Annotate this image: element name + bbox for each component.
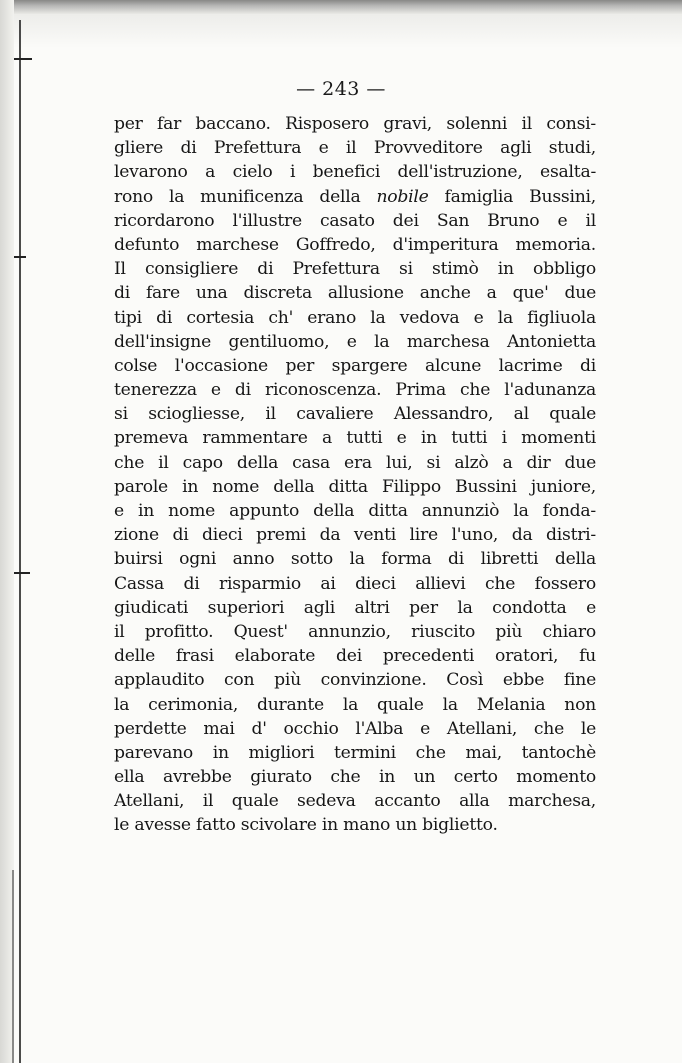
text-line: la cerimonia, durante la quale la Melania non [114,694,596,715]
text-line: tenerezza e di riconoscenza. Prima che l'adunanza [114,380,596,401]
text-line: Il consigliere di Prefettura si stimò in obbligo [114,259,596,280]
text-line: giudicati superiori agli altri per la condotta e [114,597,596,618]
binding-line-secondary [12,870,14,1063]
binding-tick [14,572,30,574]
body-text [114,112,596,838]
text-line: le avesse fatto scivolare in mano un biglietto. [114,815,498,836]
text-line: di fare una discreta allusione anche a que' due [114,283,596,304]
text-segment: rono la munificenza della [114,186,377,207]
text-segment: famiglia Bussini, [428,186,596,207]
text-line: premeva rammentare a tutti e in tutti i momenti [114,428,596,449]
scan-top-edge [0,0,682,14]
text-line: ella avrebbe giurato che in un certo momento [114,767,596,788]
text-line: Atellani, il quale sedeva accanto alla marchesa, [114,791,596,812]
text-line: zione di dieci premi da venti lire l'uno, da distri- [114,525,596,546]
text-line: si sciogliesse, il cavaliere Alessandro, al quale [114,404,596,425]
text-line: tipi di cortesia ch' erano la vedova e la figliuola [114,307,596,328]
text-line [114,185,596,209]
page-number: — 243 — [296,78,386,100]
text-line: perdette mai d' occhio l'Alba e Atellani, che le [114,718,596,739]
text-line: buirsi ogni anno sotto la forma di libretti della [114,549,596,570]
text-line: parole in nome della ditta Filippo Bussini juniore, [114,476,596,497]
italic-word: nobile [376,186,429,207]
text-line: gliere di Prefettura e il Provveditore agli studi, [114,138,596,159]
text-line: levarono a cielo i benefici dell'istruzione, esalta- [114,162,596,183]
text-line: colse l'occasione per spargere alcune lacrime di [114,355,596,376]
text-line: delle frasi elaborate dei precedenti oratori, fu [114,646,596,667]
text-line: dell'insigne gentiluomo, e la marchesa Antonietta [114,331,596,352]
text-line: per far baccano. Risposero gravi, solenni il consi- [114,114,596,134]
binding-tick [14,58,32,60]
text-line: parevano in migliori termini che mai, tantochè [114,742,596,763]
text-line: applaudito con più convinzione. Così ebbe fine [114,670,596,691]
text-line: Cassa di risparmio ai dieci allievi che fossero [114,573,596,594]
binding-line [19,20,21,1063]
text-line: defunto marchese Goffredo, d'imperitura memoria. [114,234,596,255]
text-line: ricordarono l'illustre casato dei San Bruno e il [114,210,596,231]
text-line: il profitto. Quest' annunzio, riuscito più chiaro [114,621,596,642]
text-line: che il capo della casa era lui, si alzò a dir due [114,452,596,473]
binding-tick [14,256,26,258]
text-line: e in nome appunto della ditta annunziò la fonda- [114,501,596,521]
